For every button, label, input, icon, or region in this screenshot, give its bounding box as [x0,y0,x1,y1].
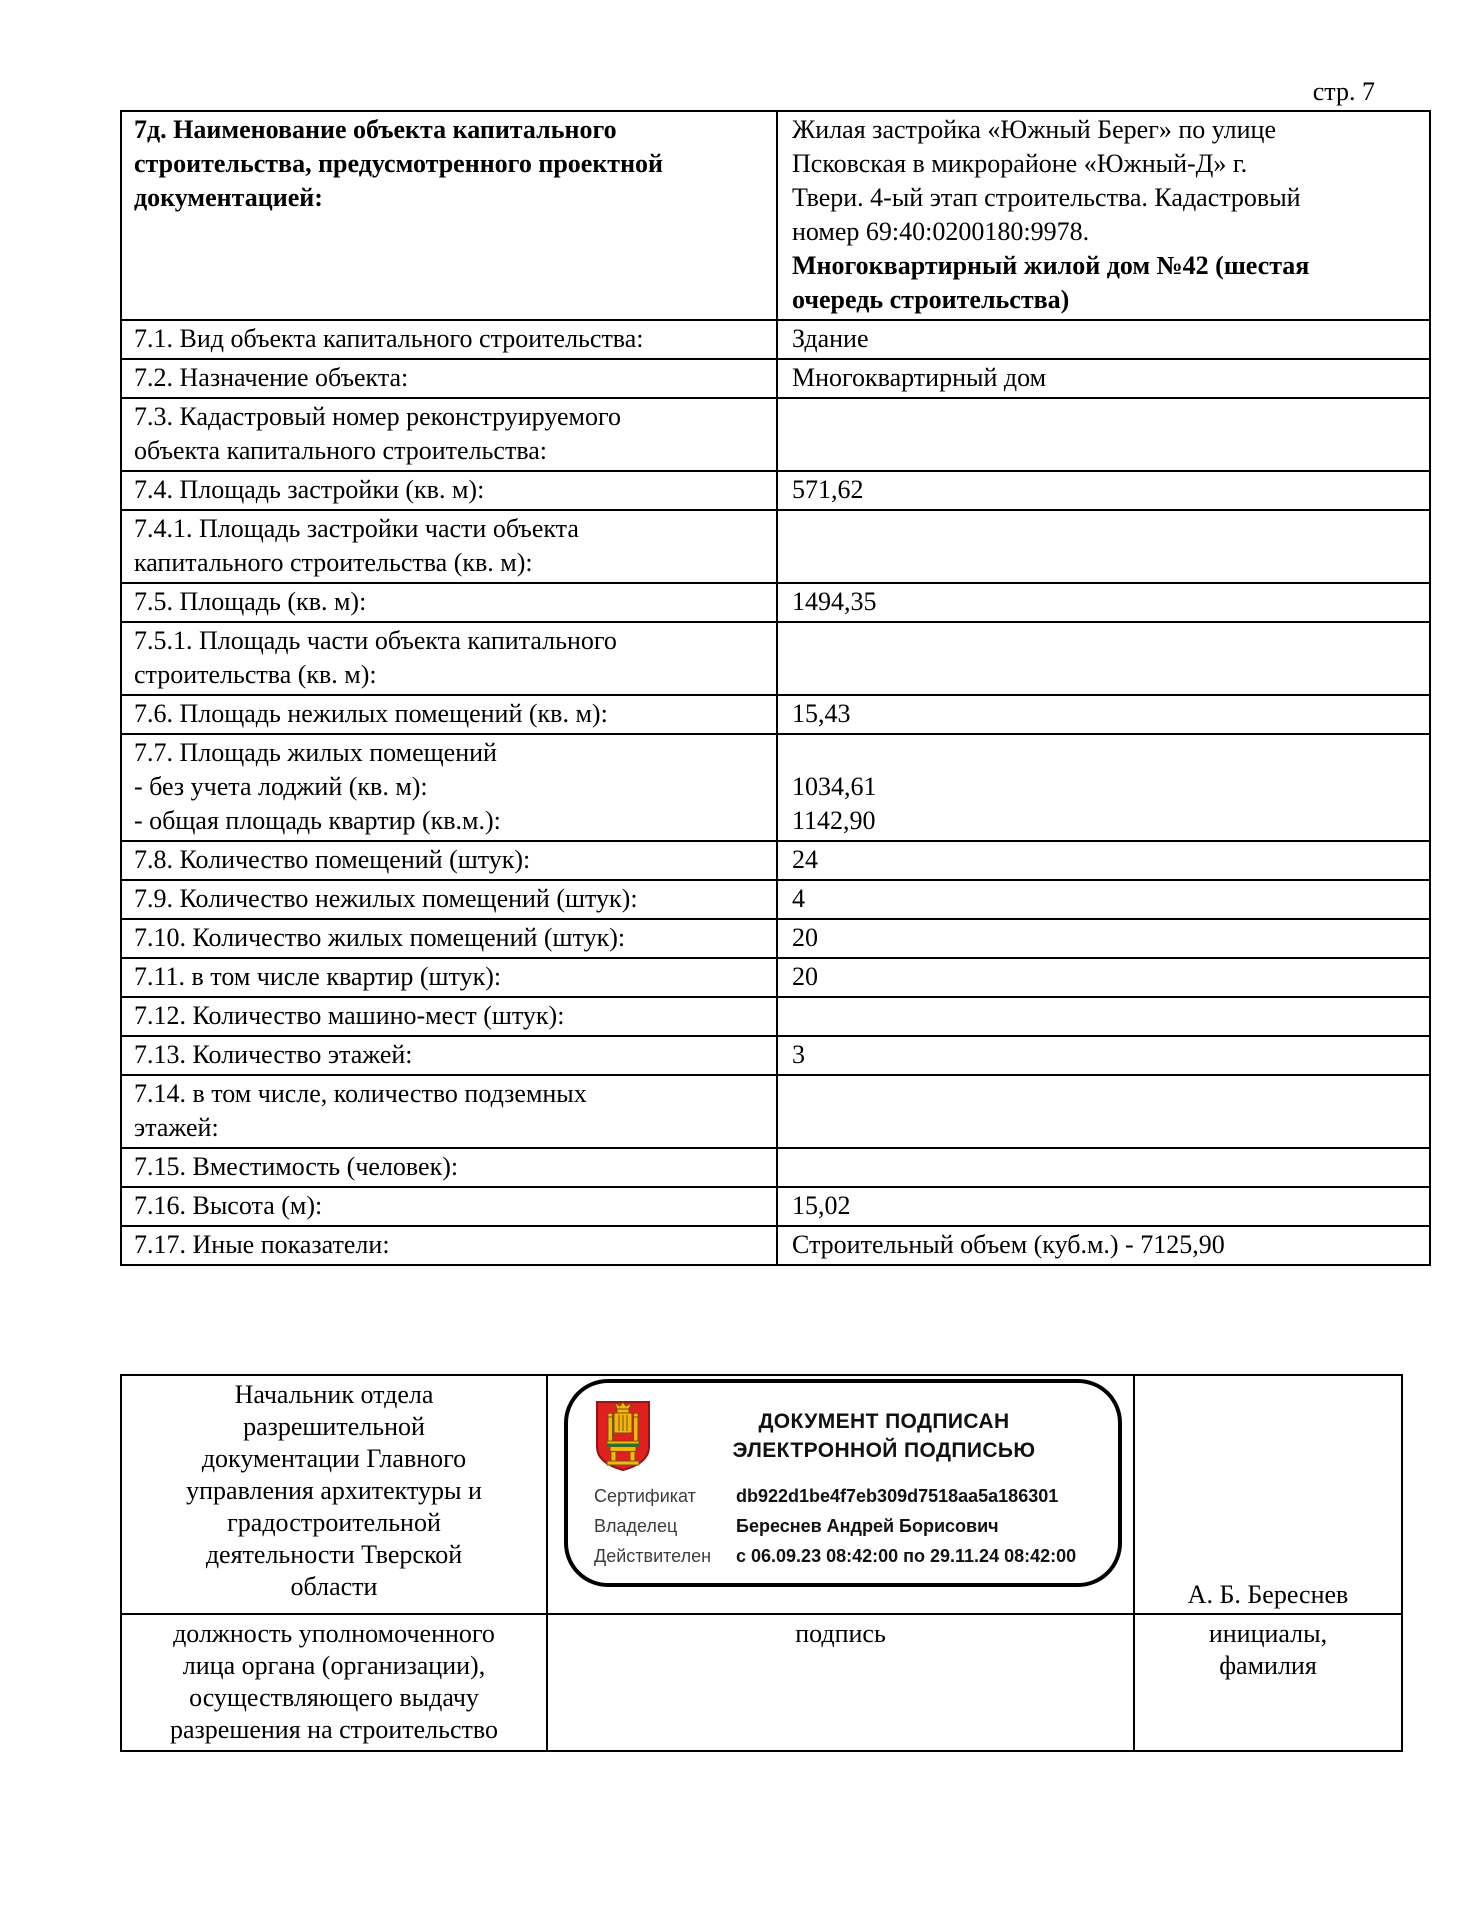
text-line: 7.4.1. Площадь застройки части объекта [134,514,579,543]
owner-row [594,1516,1098,1537]
tver-coat-of-arms-icon [594,1399,652,1473]
caption-row [121,1614,1402,1751]
owner-value: Береснев Андрей Борисович [736,1516,999,1536]
value-cell [777,320,1430,359]
text-line: 20 [792,962,818,991]
table-row [121,880,1430,919]
text-line: строительства (кв. м): [134,660,377,689]
certificate-row [594,1486,1098,1507]
text-line: деятельности Тверской [205,1540,463,1569]
caption-signature-cell: подпись [547,1614,1134,1751]
table-row [121,398,1430,471]
text-line: очередь строительства) [792,285,1070,314]
stamp-header [594,1398,1098,1474]
table-row [121,359,1430,398]
value-cell [777,510,1430,583]
label-cell [121,997,777,1036]
text-line: Жилая застройка «Южный Берег» по улице [792,115,1276,144]
label-cell [121,111,777,320]
text-line: этажей: [134,1113,219,1142]
signer-position-cell [121,1375,547,1614]
object-parameters-table [120,110,1431,1266]
stamp-title-line1: ДОКУМЕНТ ПОДПИСАН [758,1410,1010,1433]
table-row [121,919,1430,958]
label-cell [121,398,777,471]
stamp-title-line2: ЭЛЕКТРОННОЙ ПОДПИСЬЮ [732,1439,1036,1462]
text-line: Здание [792,324,869,353]
value-cell [777,1036,1430,1075]
text-line: 20 [792,923,818,952]
value-cell [777,583,1430,622]
text-line: 4 [792,884,805,913]
text-line: 7.16. Высота (м): [134,1191,323,1220]
text-line: 7.13. Количество этажей: [134,1040,413,1069]
caption-initials-cell [1134,1614,1402,1751]
text-line: строительства, предусмотренного проектной [134,149,664,178]
value-cell [777,398,1430,471]
text-line: Строительный объем (куб.м.) - 7125,90 [792,1230,1225,1259]
value-cell [777,880,1430,919]
text-line: 7.2. Назначение объекта: [134,363,409,392]
page-number: стр. 7 [1312,77,1375,106]
text-line: капитального строительства (кв. м): [134,548,533,577]
text-line: 7.14. в том числе, количество подземных [134,1079,587,1108]
value-cell [777,111,1430,320]
text-line: 3 [792,1040,805,1069]
text-line: лица органа (организации), [182,1651,486,1680]
label-cell [121,510,777,583]
text-line: 7.11. в том числе квартир (штук): [134,962,502,991]
text-line: 7.7. Площадь жилых помещений [134,738,497,767]
text-line: 1494,35 [792,587,877,616]
text-line: управления архитектуры и [186,1476,482,1505]
text-line: 7.17. Иные показатели: [134,1230,390,1259]
text-line: разрешения на строительство [169,1715,499,1744]
label-cell [121,320,777,359]
text-line: 24 [792,845,818,874]
value-cell [777,1187,1430,1226]
label-cell [121,1226,777,1265]
table-row [121,111,1430,320]
text-line: документацией: [134,183,323,212]
table-row [121,471,1430,510]
text-line: осуществляющего выдачу [189,1683,479,1712]
text-line: 7.5.1. Площадь части объекта капитального [134,626,617,655]
value-cell [777,997,1430,1036]
document-page [120,0,1375,1752]
text-line: 7.8. Количество помещений (штук): [134,845,531,874]
text-line: номер 69:40:0200180:9978. [792,217,1090,246]
label-cell [121,695,777,734]
text-line: инициалы, [1208,1619,1328,1648]
label-cell [121,359,777,398]
table-row [121,1075,1430,1148]
text-line: 7.1. Вид объекта капитального строительства: [134,324,644,353]
text-line: 7д. Наименование объекта капитального [134,115,617,144]
certificate-label: Сертификат [594,1486,696,1506]
text-line: градостроительной [227,1508,441,1537]
text-line: 1142,90 [792,806,876,835]
table-row [121,841,1430,880]
text-line: объекта капитального строительства: [134,436,548,465]
value-cell [777,919,1430,958]
text-line: 1034,61 [792,772,877,801]
value-cell [777,622,1430,695]
signature-row [121,1375,1402,1614]
text-line: разрешительной [243,1412,425,1441]
text-line: 7.10. Количество жилых помещений (штук): [134,923,626,952]
table-row [121,734,1430,841]
value-cell [777,1226,1430,1265]
label-cell [121,734,777,841]
digital-signature-stamp [564,1379,1122,1587]
validity-value: с 06.09.23 08:42:00 по 29.11.24 08:42:00 [736,1546,1077,1566]
text-line: Псковская в микрорайоне «Южный-Д» г. [792,149,1248,178]
text-line: 7.5. Площадь (кв. м): [134,587,367,616]
table-row [121,622,1430,695]
text-line: области [290,1572,378,1601]
text-line: 7.3. Кадастровый номер реконструируемого [134,402,621,431]
text-line [792,736,1417,770]
text-line: 7.6. Площадь нежилых помещений (кв. м): [134,699,608,728]
label-cell [121,622,777,695]
label-cell [121,1036,777,1075]
text-line: - без учета лоджий (кв. м): [134,772,428,801]
caption-position-cell [121,1614,547,1751]
table-row [121,1226,1430,1265]
signature-table [120,1374,1403,1752]
label-cell [121,471,777,510]
label-cell [121,1187,777,1226]
text-line: 7.4. Площадь застройки (кв. м): [134,475,485,504]
text-line: Многоквартирный жилой дом №42 (шестая [792,251,1310,280]
text-line: Многоквартирный дом [792,363,1047,392]
stamp-cell [547,1375,1134,1614]
table-row [121,695,1430,734]
certificate-value: db922d1be4f7eb309d7518aa5a186301 [736,1486,1059,1506]
table-row [121,583,1430,622]
validity-label: Действителен [594,1546,712,1566]
label-cell [121,1075,777,1148]
text-line: 7.15. Вместимость (человек): [134,1152,459,1181]
text-line: Начальник отдела [234,1380,434,1409]
text-line: - общая площадь квартир (кв.м.): [134,806,501,835]
text-line: документации Главного [201,1444,467,1473]
value-cell [777,1148,1430,1187]
label-cell [121,919,777,958]
value-cell [777,359,1430,398]
text-line: 15,02 [792,1191,851,1220]
validity-row [594,1546,1098,1567]
stamp-details [594,1486,1098,1567]
label-cell [121,880,777,919]
label-cell [121,583,777,622]
owner-label: Владелец [594,1516,678,1536]
value-cell [777,1075,1430,1148]
text-line: Твери. 4-ый этап строительства. Кадастровый [792,183,1301,212]
value-cell [777,734,1430,841]
value-cell [777,471,1430,510]
table-row [121,1187,1430,1226]
value-cell [777,958,1430,997]
label-cell [121,841,777,880]
text-line: должность уполномоченного [173,1619,495,1648]
text-line: 571,62 [792,475,864,504]
table-row [121,1148,1430,1187]
label-cell [121,958,777,997]
text-line: 7.12. Количество машино-мест (штук): [134,1001,565,1030]
text-line: 15,43 [792,699,851,728]
stamp-title [670,1407,1098,1465]
table-row [121,997,1430,1036]
label-cell [121,1148,777,1187]
signer-name-cell: А. Б. Береснев [1134,1375,1402,1614]
table-row [121,1036,1430,1075]
value-cell [777,841,1430,880]
text-line: 7.9. Количество нежилых помещений (штук): [134,884,638,913]
table-row [121,320,1430,359]
table-row [121,958,1430,997]
text-line: фамилия [1219,1651,1317,1680]
table-row [121,510,1430,583]
value-cell [777,695,1430,734]
